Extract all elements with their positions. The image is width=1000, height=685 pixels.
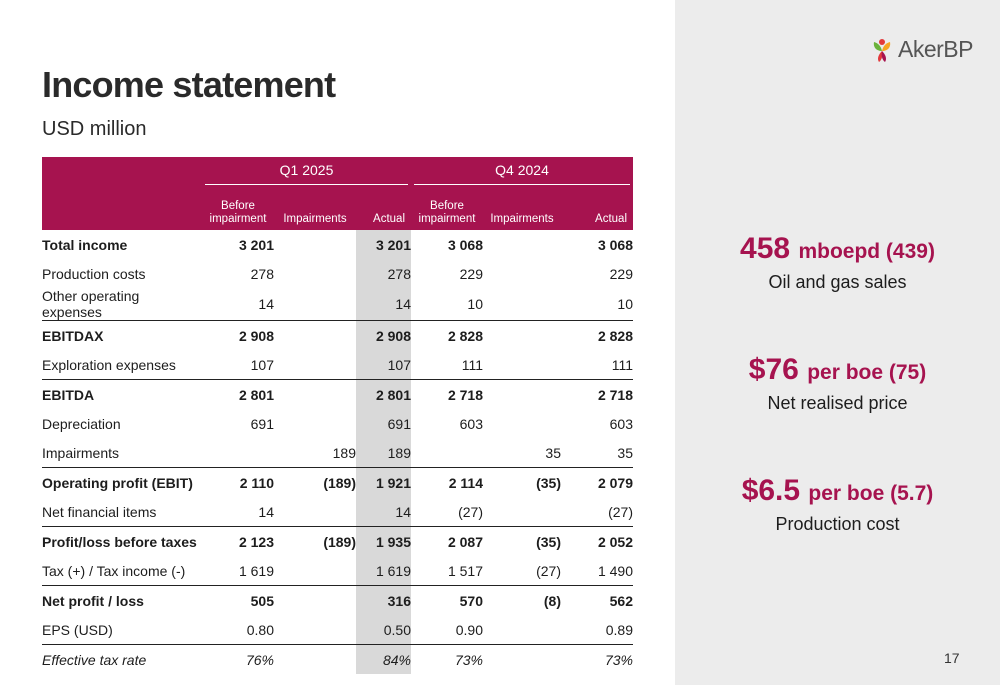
subheader-actual: Actual (561, 189, 633, 230)
kpi-value-line (675, 232, 1000, 266)
table-cell (274, 615, 356, 645)
table-cell: 2 801 (356, 380, 411, 410)
table-cell: 0.90 (411, 615, 483, 645)
table-cell (274, 288, 356, 321)
table-cell (483, 497, 561, 527)
row-label: Other operating expenses (42, 288, 140, 320)
table-cell: 14 (258, 296, 274, 312)
table-cell: 1 619 (356, 556, 411, 586)
table-cell: 2 801 (202, 380, 274, 410)
table-cell: 2 828 (561, 321, 633, 351)
table-cell: 2 110 (202, 468, 274, 498)
table-row (42, 350, 633, 380)
table-cell: 2 718 (411, 380, 483, 410)
table-row (42, 468, 633, 498)
kpi-value-line (675, 353, 1000, 387)
page-number: 17 (944, 650, 960, 666)
logo-text: AkerBP (898, 36, 973, 62)
row-label: Net financial items (42, 503, 157, 520)
table-cell: 1 517 (447, 562, 483, 579)
kpi-label: Net realised price (767, 393, 908, 413)
table-cell (483, 645, 561, 675)
table-cell (483, 259, 561, 288)
table-cell: (35) (483, 468, 561, 498)
table-cell: (8) (483, 586, 561, 616)
row-label: Depreciation (42, 415, 121, 432)
table-cell: 2 123 (202, 527, 274, 557)
table-cell: (27) (608, 503, 633, 520)
page-title: Income statement (42, 64, 336, 105)
table-cell: 562 (561, 586, 633, 616)
table-cell (411, 438, 483, 468)
table-cell: 35 (545, 444, 561, 461)
table-row (42, 230, 633, 259)
table-cell: 691 (356, 409, 411, 438)
table-cell: 2 079 (561, 468, 633, 498)
table-cell: 505 (202, 586, 274, 616)
table-cell: 691 (250, 415, 274, 432)
table-cell: 76% (245, 651, 274, 668)
table-cell: 14 (356, 288, 411, 321)
period-header-q4-2024: Q4 2024 (411, 157, 633, 189)
row-label: Impairments (42, 444, 120, 461)
table-cell: 10 (467, 296, 483, 312)
kpi-value-line (675, 474, 1000, 508)
kpi-oil-gas-sales (675, 232, 1000, 293)
table-cell: 107 (356, 350, 411, 380)
table-cell: 111 (461, 356, 483, 373)
kpi-value: 458 (740, 232, 791, 265)
table-row (42, 438, 633, 468)
table-cell: 603 (459, 415, 483, 432)
company-logo (870, 36, 973, 63)
table-cell: 2 908 (202, 321, 274, 351)
table-cell (483, 230, 561, 259)
table-row (42, 259, 633, 288)
table-cell: 1 490 (597, 562, 633, 579)
row-label: Total income (42, 236, 128, 253)
table-cell: 3 068 (597, 236, 633, 253)
kpi-net-realised-price (675, 353, 1000, 414)
subheader-before-impairment: Before impairment (202, 189, 274, 230)
table-cell: 3 201 (356, 230, 411, 259)
subheader-row (42, 189, 633, 230)
table-cell: 107 (250, 356, 274, 373)
table-cell: 0.80 (202, 615, 274, 645)
table-cell: 189 (332, 444, 356, 461)
table-cell: (35) (483, 527, 561, 557)
period-header-q1-2025: Q1 2025 (202, 157, 411, 189)
subheader-impairments: Impairments (483, 189, 561, 230)
table-cell: 2 828 (411, 321, 483, 351)
table-row (42, 645, 633, 675)
table-cell (274, 497, 356, 527)
table-row (42, 497, 633, 527)
table-cell: 278 (356, 259, 411, 288)
page-subtitle: USD million (42, 118, 147, 140)
table-cell: 2 718 (561, 380, 633, 410)
kpi-label: Oil and gas sales (768, 272, 907, 292)
table-cell (274, 556, 356, 586)
table-cell: 14 (356, 497, 411, 527)
table-cell: 35 (617, 444, 633, 461)
table-cell: 111 (611, 356, 633, 373)
table-cell: 603 (609, 415, 633, 432)
table-cell (274, 259, 356, 288)
row-label: Tax (+) / Tax income (-) (42, 562, 186, 579)
table-cell (274, 409, 356, 438)
table-cell: (189) (274, 468, 356, 498)
row-label: Effective tax rate (42, 651, 147, 668)
table-cell: 2 908 (356, 321, 411, 351)
table-cell (274, 350, 356, 380)
row-label: EBITDA (42, 380, 202, 410)
kpi-unit: per boe (5.7) (808, 482, 934, 505)
table-row (42, 380, 633, 410)
row-label: Net profit / loss (42, 586, 202, 616)
table-cell: 10 (617, 296, 633, 312)
kpi-value: $6.5 (741, 474, 801, 507)
subheader-impairments: Impairments (274, 189, 356, 230)
table-row (42, 586, 633, 616)
side-panel (675, 0, 1000, 685)
table-row (42, 321, 633, 351)
table-cell: 1 619 (238, 562, 274, 579)
table-row (42, 527, 633, 557)
table-cell: 2 052 (561, 527, 633, 557)
table-cell: (189) (274, 527, 356, 557)
table-cell (202, 438, 274, 468)
kpi-label: Production cost (775, 514, 900, 534)
row-label: EPS (USD) (42, 615, 202, 645)
table-cell (274, 321, 356, 351)
subheader-blank (42, 189, 202, 230)
table-cell: 3 201 (238, 236, 274, 253)
table-cell (274, 230, 356, 259)
table-cell (483, 321, 561, 351)
table-cell (483, 615, 561, 645)
table-cell: 229 (609, 265, 633, 282)
subheader-before-impairment: Before impairment (411, 189, 483, 230)
table-cell: 278 (250, 265, 274, 282)
row-label: EBITDAX (42, 321, 202, 351)
table-cell (274, 380, 356, 410)
table-cell: 84% (356, 645, 411, 675)
table-cell (483, 350, 561, 380)
table-cell: 73% (604, 651, 633, 668)
table-cell: 2 087 (411, 527, 483, 557)
table-row (42, 556, 633, 586)
aker-bp-flower-icon (870, 37, 894, 63)
period-header-row (42, 157, 633, 189)
table-cell (274, 586, 356, 616)
table-cell: 2 114 (411, 468, 483, 498)
kpi-unit: per boe (75) (807, 361, 927, 384)
table-cell: 229 (459, 265, 483, 282)
table-cell: 3 068 (447, 236, 483, 253)
table-cell: 1 935 (356, 527, 411, 557)
income-statement-table (42, 157, 633, 674)
table-cell: 0.89 (561, 615, 633, 645)
subheader-actual: Actual (356, 189, 411, 230)
table-row (42, 409, 633, 438)
header-blank (42, 157, 202, 189)
table-cell (274, 645, 356, 675)
table-cell: 189 (356, 438, 411, 468)
table-cell: 316 (356, 586, 411, 616)
table-cell: 73% (454, 651, 483, 668)
row-label: Operating profit (EBIT) (42, 468, 202, 498)
row-label: Exploration expenses (42, 356, 176, 373)
row-label: Profit/loss before taxes (42, 527, 202, 557)
table-cell (483, 288, 561, 321)
table-cell (483, 409, 561, 438)
table-cell: (27) (458, 503, 483, 520)
kpi-unit: mboepd (439) (798, 240, 935, 263)
row-label: Production costs (42, 265, 146, 282)
table-row (42, 615, 633, 645)
table-cell (483, 380, 561, 410)
kpi-value: $76 (748, 353, 799, 386)
kpi-production-cost (675, 474, 1000, 535)
table-cell: (27) (536, 562, 561, 579)
table-row (42, 288, 633, 321)
table-cell: 570 (411, 586, 483, 616)
table-cell: 0.50 (356, 615, 411, 645)
table-cell: 1 921 (356, 468, 411, 498)
table-cell: 14 (258, 503, 274, 520)
